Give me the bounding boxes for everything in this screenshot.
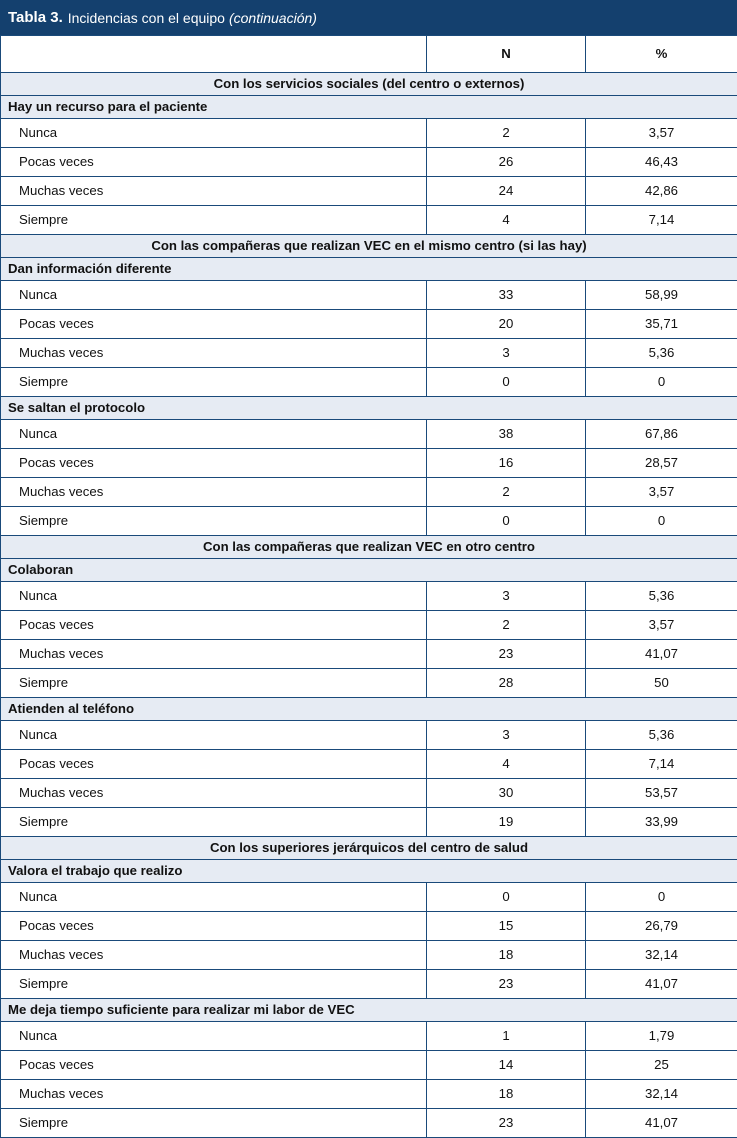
percent-value: 5,36 [586,721,737,750]
count-value: 26 [427,148,586,177]
question-row [1,397,737,420]
option-label: Nunca [1,883,427,912]
count-value: 30 [427,779,586,808]
count-value: 38 [427,420,586,449]
option-label: Muchas veces [1,640,427,669]
header-empty-cell [1,36,427,73]
percent-value: 7,14 [586,750,737,779]
count-value: 4 [427,750,586,779]
percent-value: 5,36 [586,582,737,611]
count-value: 0 [427,883,586,912]
question-row [1,96,737,119]
percent-value: 0 [586,368,737,397]
option-label: Pocas veces [1,148,427,177]
count-value: 1 [427,1022,586,1051]
percent-value: 7,14 [586,206,737,235]
option-label: Nunca [1,1022,427,1051]
table-subtitle: (continuación) [229,10,317,26]
option-label: Siempre [1,1109,427,1138]
option-label: Pocas veces [1,750,427,779]
table-row [1,206,737,235]
option-label: Nunca [1,420,427,449]
percent-value: 3,57 [586,478,737,507]
section-row [1,73,737,96]
percent-value: 5,36 [586,339,737,368]
option-label: Nunca [1,582,427,611]
table-body [1,36,737,1138]
section-title: Con los servicios sociales (del centro o externos) [1,73,737,96]
percent-value: 35,71 [586,310,737,339]
count-value: 28 [427,669,586,698]
percent-value: 0 [586,507,737,536]
count-value: 14 [427,1051,586,1080]
option-label: Siempre [1,368,427,397]
count-value: 23 [427,640,586,669]
option-label: Nunca [1,721,427,750]
question-label: Dan información diferente [1,258,737,281]
table-row [1,640,737,669]
table-row [1,883,737,912]
table-title-bar [0,0,737,35]
count-value: 19 [427,808,586,837]
count-value: 16 [427,449,586,478]
table-row [1,281,737,310]
table-row [1,420,737,449]
table-row [1,611,737,640]
percent-value: 0 [586,883,737,912]
option-label: Siempre [1,206,427,235]
percent-value: 32,14 [586,941,737,970]
count-value: 33 [427,281,586,310]
percent-value: 25 [586,1051,737,1080]
table-row [1,941,737,970]
count-value: 2 [427,119,586,148]
percent-value: 67,86 [586,420,737,449]
question-row [1,999,737,1022]
table-row [1,970,737,999]
table-row [1,1051,737,1080]
count-value: 24 [427,177,586,206]
percent-value: 26,79 [586,912,737,941]
section-title: Con los superiores jerárquicos del centro de salud [1,837,737,860]
table-row [1,478,737,507]
table-row [1,368,737,397]
option-label: Muchas veces [1,177,427,206]
option-label: Pocas veces [1,1051,427,1080]
option-label: Pocas veces [1,611,427,640]
percent-value: 3,57 [586,119,737,148]
table-row [1,1109,737,1138]
percent-value: 50 [586,669,737,698]
question-label: Hay un recurso para el paciente [1,96,737,119]
question-label: Se saltan el protocolo [1,397,737,420]
section-row [1,837,737,860]
option-label: Pocas veces [1,912,427,941]
option-label: Pocas veces [1,449,427,478]
option-label: Nunca [1,281,427,310]
option-label: Muchas veces [1,941,427,970]
count-value: 0 [427,507,586,536]
question-row [1,258,737,281]
option-label: Muchas veces [1,478,427,507]
header-pct: % [586,36,737,73]
percent-value: 46,43 [586,148,737,177]
table-title: Incidencias con el equipo [68,10,225,26]
table-row [1,721,737,750]
percent-value: 58,99 [586,281,737,310]
option-label: Siempre [1,970,427,999]
count-value: 3 [427,582,586,611]
table-row [1,1022,737,1051]
section-row [1,536,737,559]
question-row [1,860,737,883]
percent-value: 42,86 [586,177,737,206]
header-n: N [427,36,586,73]
table-row [1,177,737,206]
header-row [1,36,737,73]
percent-value: 3,57 [586,611,737,640]
count-value: 0 [427,368,586,397]
count-value: 23 [427,970,586,999]
count-value: 18 [427,1080,586,1109]
question-label: Atienden al teléfono [1,698,737,721]
percent-value: 28,57 [586,449,737,478]
count-value: 2 [427,611,586,640]
table-row [1,779,737,808]
table-row [1,449,737,478]
section-title: Con las compañeras que realizan VEC en el mismo centro (si las hay) [1,235,737,258]
option-label: Siempre [1,808,427,837]
option-label: Siempre [1,669,427,698]
table-row [1,669,737,698]
option-label: Muchas veces [1,779,427,808]
table-row [1,750,737,779]
table-row [1,119,737,148]
percent-value: 41,07 [586,640,737,669]
option-label: Siempre [1,507,427,536]
percent-value: 41,07 [586,1109,737,1138]
count-value: 15 [427,912,586,941]
question-row [1,698,737,721]
percent-value: 53,57 [586,779,737,808]
percent-value: 41,07 [586,970,737,999]
table-row [1,1080,737,1109]
count-value: 4 [427,206,586,235]
question-label: Me deja tiempo suficiente para realizar mi labor de VEC [1,999,737,1022]
count-value: 3 [427,721,586,750]
table-number: Tabla 3. [8,9,63,26]
count-value: 2 [427,478,586,507]
question-label: Colaboran [1,559,737,582]
table-row [1,582,737,611]
table-row [1,310,737,339]
table-row [1,808,737,837]
question-row [1,559,737,582]
option-label: Muchas veces [1,339,427,368]
table-row [1,912,737,941]
count-value: 18 [427,941,586,970]
count-value: 20 [427,310,586,339]
section-row [1,235,737,258]
count-value: 3 [427,339,586,368]
option-label: Nunca [1,119,427,148]
percent-value: 1,79 [586,1022,737,1051]
option-label: Muchas veces [1,1080,427,1109]
question-label: Valora el trabajo que realizo [1,860,737,883]
percent-value: 32,14 [586,1080,737,1109]
table-row [1,148,737,177]
percent-value: 33,99 [586,808,737,837]
section-title: Con las compañeras que realizan VEC en otro centro [1,536,737,559]
option-label: Pocas veces [1,310,427,339]
table-row [1,339,737,368]
table-row [1,507,737,536]
count-value: 23 [427,1109,586,1138]
